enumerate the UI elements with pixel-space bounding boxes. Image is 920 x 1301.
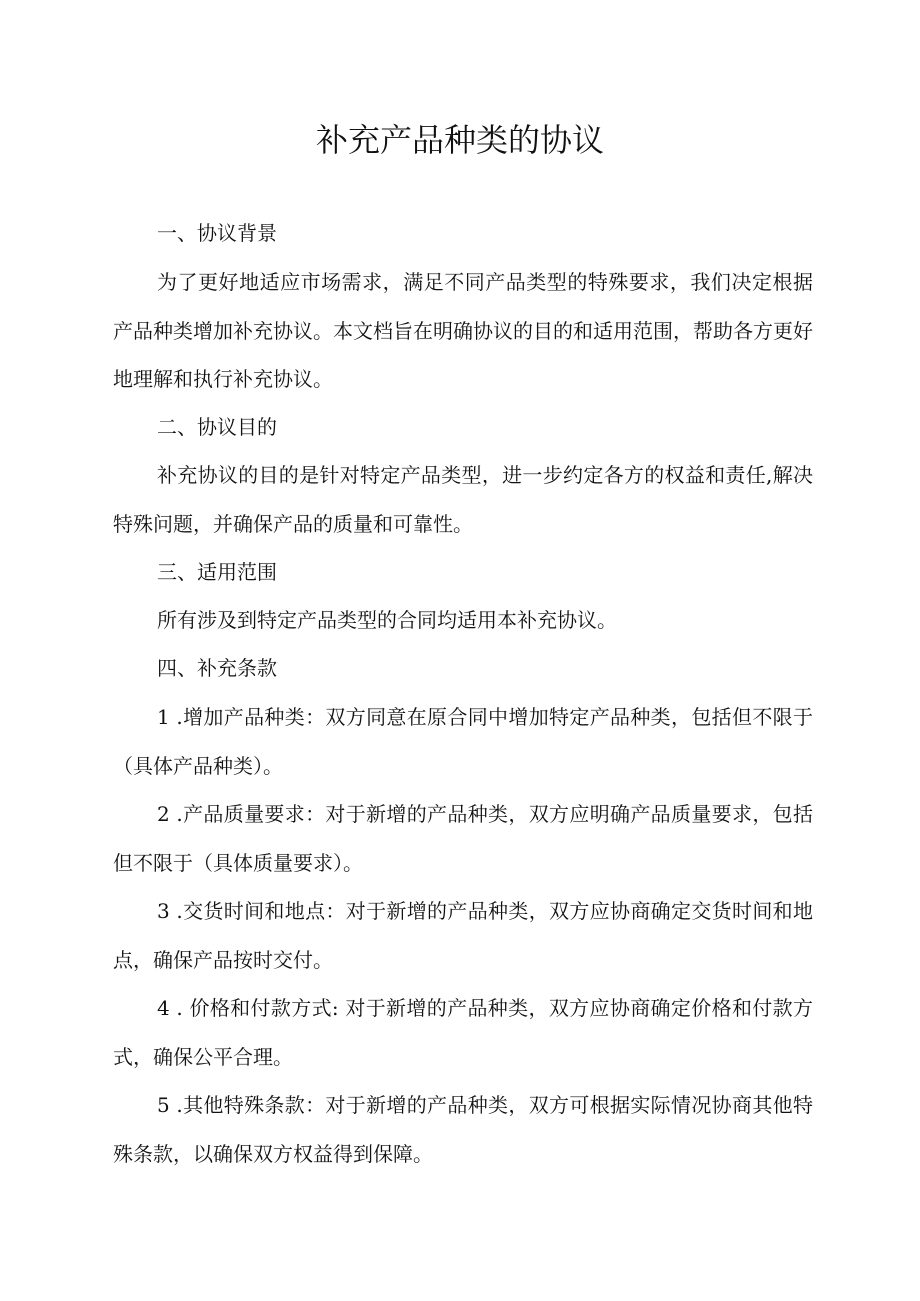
clause-item-5: 5 .其他特殊条款：对于新增的产品种类，双方可根据实际情况协商其他特殊条款，以确保双方权益得到保障。 (113, 1093, 813, 1166)
section-heading-scope: 三、适用范围 (157, 560, 277, 584)
clause-item-4: 4 . 价格和付款方式: 对于新增的产品种类，双方应协商确定价格和付款方式，确保公平合理。 (113, 996, 813, 1069)
clause-item-2: 2 .产品质量要求：对于新增的产品种类，双方应明确产品质量要求，包括但不限于（具体质量要求）。 (113, 802, 813, 875)
document-title: 补充产品种类的协议 (315, 121, 604, 159)
section-heading-clauses: 四、补充条款 (157, 656, 277, 680)
paragraph-background: 为了更好地适应市场需求，满足不同产品类型的特殊要求，我们决定根据产品种类增加补充协议。本文档旨在明确协议的目的和适用范围，帮助各方更好地理解和执行补充协议。 (113, 270, 813, 391)
clause-item-1: 1 .增加产品种类：双方同意在原合同中增加特定产品种类，包括但不限于（具体产品种类）。 (113, 705, 813, 778)
section-heading-purpose: 二、协议目的 (157, 415, 277, 439)
section-heading-background: 一、协议背景 (157, 221, 277, 245)
paragraph-purpose: 补充协议的目的是针对特定产品类型，进一步约定各方的权益和责任,解决特殊问题，并确保产品的质量和可靠性。 (113, 463, 813, 536)
clause-item-3: 3 .交货时间和地点：对于新增的产品种类，双方应协商确定交货时间和地点，确保产品按时交付。 (113, 899, 813, 972)
paragraph-scope: 所有涉及到特定产品类型的合同均适用本补充协议。 (157, 608, 617, 632)
